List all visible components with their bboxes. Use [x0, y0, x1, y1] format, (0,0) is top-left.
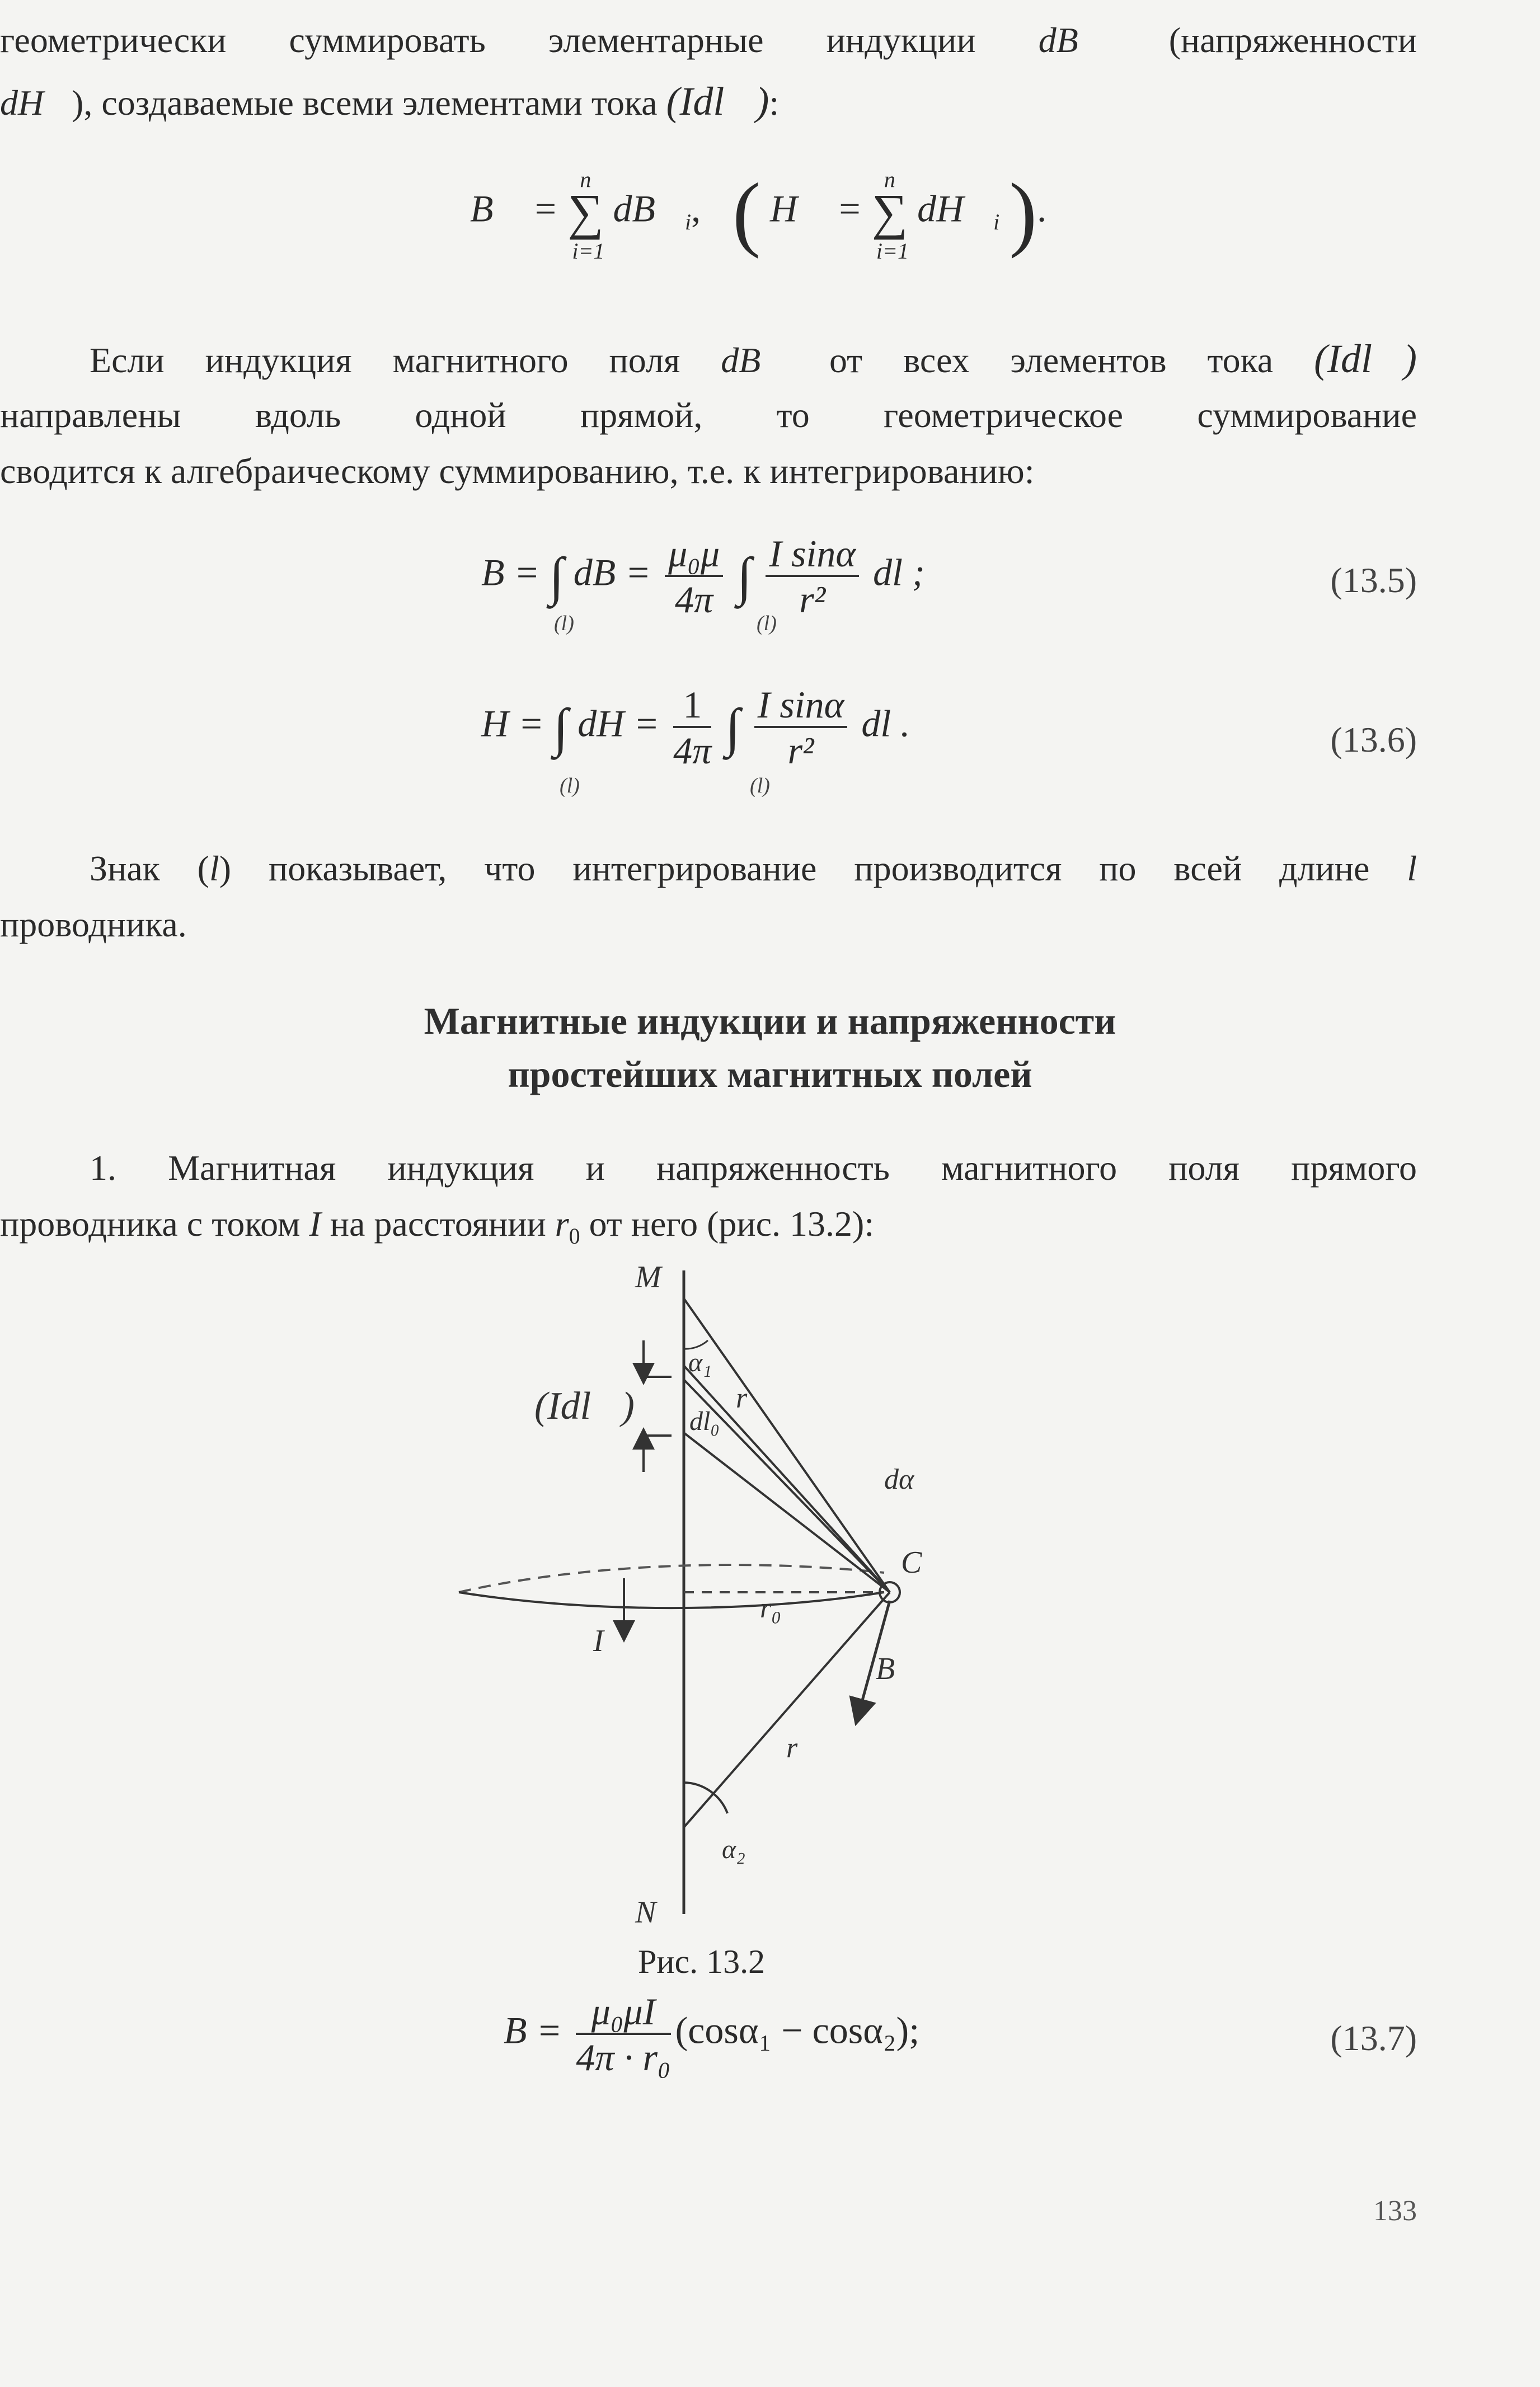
symbol-I: I — [309, 1204, 321, 1244]
eq-lhs: B⃗ = — [470, 187, 568, 230]
frac-den: 4π · r₀ — [576, 2036, 671, 2079]
page-number: 133 — [1373, 2195, 1417, 2227]
eq-sub: i — [684, 209, 692, 235]
integral-sign: ∫ — [737, 546, 752, 606]
frac-den: 4π — [673, 729, 712, 772]
label-dl0: dl₀ — [689, 1406, 720, 1436]
text-span: от него (рис. 13.2): — [589, 1204, 875, 1244]
equation-number: (13.7) — [1330, 2018, 1417, 2058]
frac-den: r² — [799, 578, 826, 621]
label-C: C — [901, 1545, 922, 1580]
label-N: N — [635, 1895, 656, 1930]
integral-limit: (l) — [554, 612, 574, 635]
integral-limit: (l) — [560, 774, 580, 798]
field-circle-front — [459, 1592, 884, 1608]
text-span: проводника с током — [0, 1204, 301, 1244]
symbol-dB: dB⃗ — [1038, 20, 1106, 60]
eq-comma: , — [691, 187, 701, 230]
eq-tail: dl ; — [873, 551, 925, 594]
label-alpha2: α₂ — [722, 1835, 745, 1864]
symbol-Idl: (Idl⃗) — [666, 79, 769, 124]
eq-end: . — [1037, 187, 1047, 230]
symbol-dB: dB⃗ — [721, 340, 789, 380]
text-span: : — [769, 83, 780, 123]
label-dalpha: dα — [884, 1464, 914, 1495]
symbol-r-sub: 0 — [569, 1223, 580, 1249]
text-span: (напряженности — [1168, 20, 1417, 60]
section-heading-line-2: простейших магнитных полей — [508, 1053, 1032, 1095]
integral-sign: ∫ — [549, 546, 564, 606]
integral-sign: ∫ — [553, 697, 569, 757]
line-bottom-element-to-C — [684, 1433, 890, 1592]
text-span: от всех элементов тока — [829, 340, 1274, 380]
label-r0: r₀ — [760, 1592, 782, 1624]
eq-term: dH⃗ — [917, 187, 994, 230]
text-span: ) показывает, что интегрирование производится по всей длине — [219, 848, 1370, 888]
sum-sign-1: ∑ n i=1 — [567, 167, 605, 264]
frac-den: 4π — [675, 578, 713, 621]
frac-num: μ₀μI — [576, 1992, 670, 2035]
frac-num: μ₀μ — [665, 534, 723, 577]
label-M: M — [635, 1260, 661, 1295]
sum-lower: i=1 — [572, 238, 605, 264]
sum-upper: n — [580, 167, 591, 192]
alpha2-arc — [684, 1783, 727, 1813]
symbol-r: r — [555, 1204, 569, 1244]
symbol-l: l — [1407, 848, 1417, 888]
integral-limit: (l) — [750, 774, 770, 798]
fraction — [576, 1990, 671, 2079]
line-M-to-C — [684, 1298, 890, 1592]
sum-sign-2: ∑ n i=1 — [871, 167, 909, 264]
label-r-top: r⃗ — [736, 1382, 770, 1414]
paren-right: ) — [1009, 166, 1037, 259]
symbol-dH: dH⃗ — [0, 83, 72, 123]
eq-lhs2: H⃗ = — [770, 187, 872, 230]
text-span: направлены вдоль одной прямой, то геометрическое суммирование — [0, 395, 1417, 435]
label-r-bottom: r⃗ — [786, 1732, 820, 1764]
label-Idl: (Idl⃗) — [534, 1385, 635, 1428]
paren-left: ( — [733, 166, 761, 259]
figure-caption: Рис. 13.2 — [638, 1943, 766, 1980]
eq-lhs: B = — [481, 551, 550, 594]
label-B: B⃗ — [876, 1652, 919, 1686]
equation-number: (13.6) — [1330, 720, 1417, 759]
eq-integrand: dB = — [573, 551, 661, 594]
field-circle-back — [459, 1565, 884, 1592]
eq-lhs: H = — [481, 702, 553, 745]
text-span: 1. Магнитная индукция и напряженность магнитного поля прямого — [90, 1148, 1417, 1188]
text-span: геометрически суммировать элементарные индукции — [0, 20, 976, 60]
text-span: сводится к алгебраическому суммированию, т.е. к интегрированию: — [0, 451, 1035, 491]
eq-sub: i — [993, 209, 1000, 235]
section-heading-line-1: Магнитные индукции и напряженности — [424, 1000, 1116, 1042]
frac-num: I sinα — [766, 534, 859, 577]
label-I: I — [593, 1624, 604, 1658]
frac-den: r² — [787, 729, 814, 772]
frac-num: 1 — [673, 686, 711, 728]
r-vector-top — [684, 1366, 890, 1592]
eq-tail: dl . — [861, 702, 910, 745]
symbol-l: l — [209, 848, 219, 888]
label-alpha1: α₁ — [688, 1348, 712, 1377]
text-span: проводника. — [0, 904, 187, 944]
text-span: на расстоянии — [330, 1204, 546, 1244]
eq-paren-term: (cosα₁ − cosα₂); — [675, 2009, 920, 2052]
eq-lhs: B = — [504, 2009, 572, 2052]
integral-sign: ∫ — [725, 697, 740, 757]
eq-integrand: dH = — [578, 702, 669, 745]
frac-num: I sinα — [754, 686, 848, 728]
text-span: ), создаваемые всеми элементами тока — [72, 83, 658, 123]
text-span: Если индукция магнитного поля — [90, 340, 680, 380]
eq-term: dB⃗ — [613, 187, 685, 230]
equation-number: (13.5) — [1330, 560, 1417, 600]
symbol-Idl: (Idl⃗) — [1314, 336, 1417, 381]
sum-lower: i=1 — [876, 238, 909, 264]
sum-upper: n — [884, 167, 895, 192]
equation-13-7 — [504, 1990, 920, 2079]
text-span: Знак ( — [90, 848, 209, 888]
integral-limit: (l) — [757, 612, 777, 635]
